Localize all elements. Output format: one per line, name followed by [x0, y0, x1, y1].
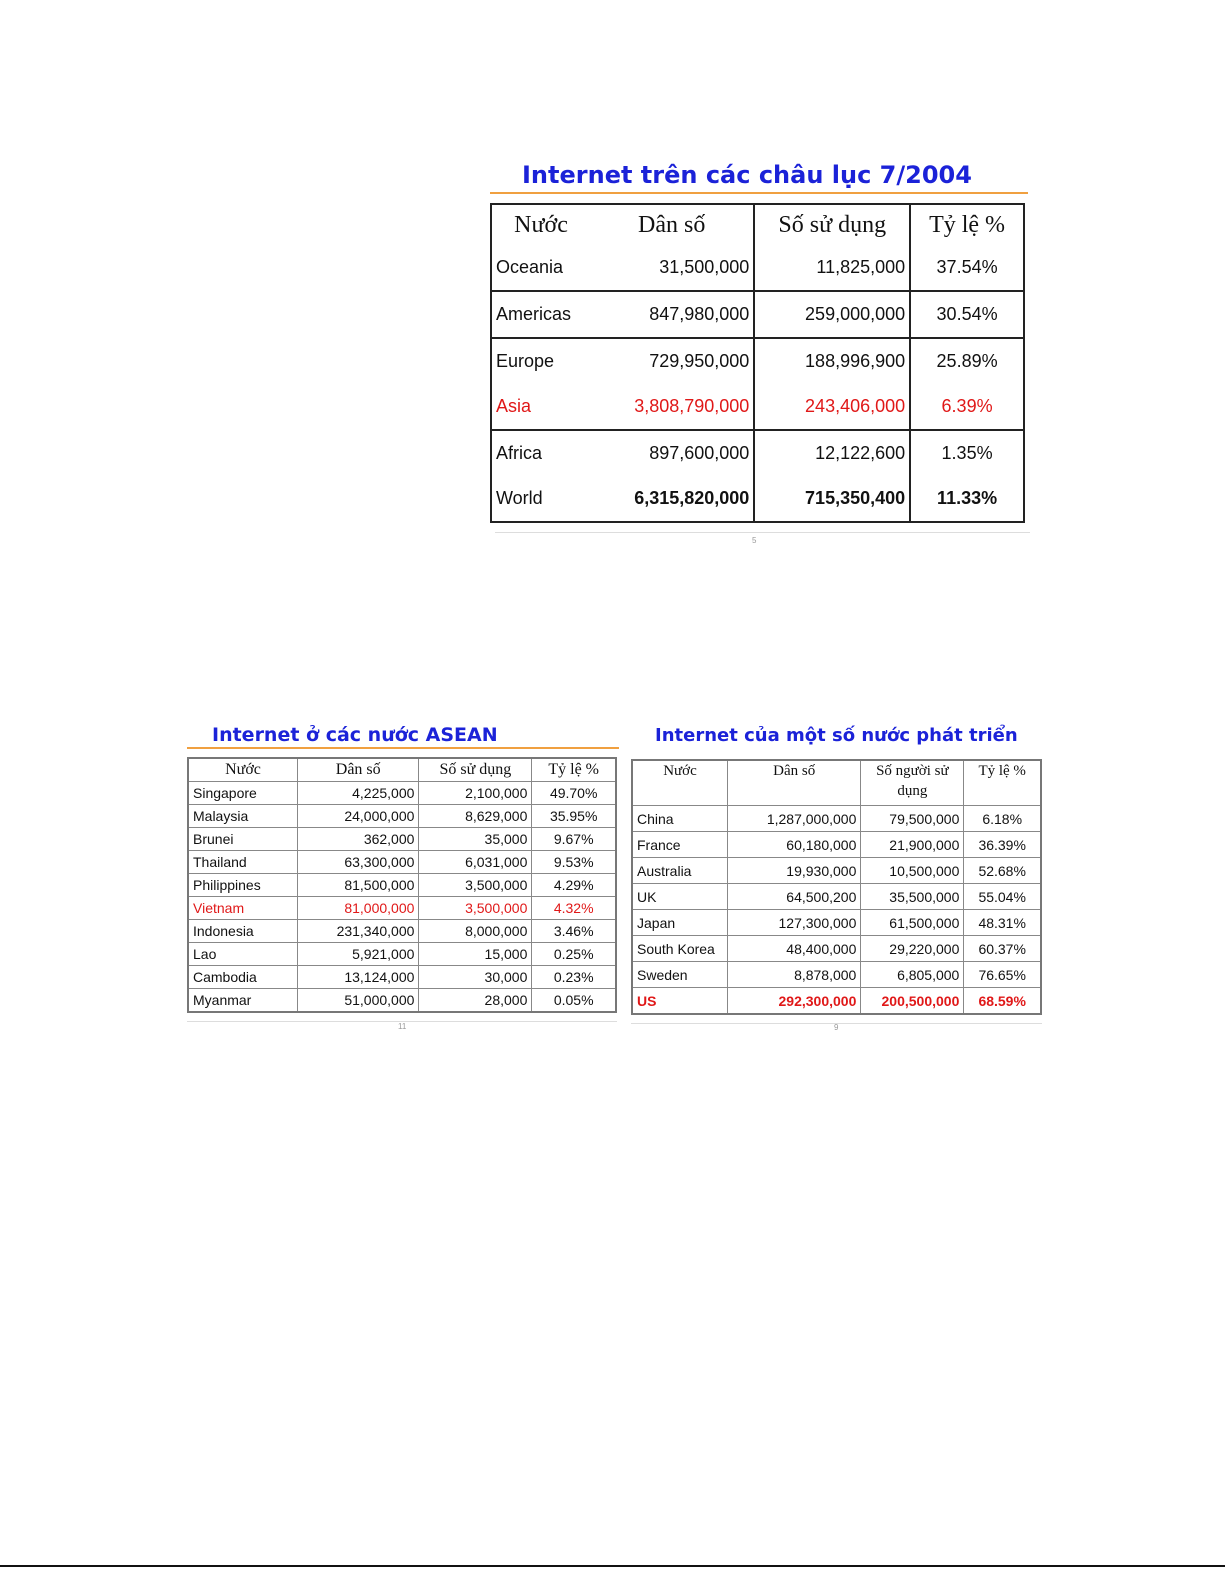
rate-cell: 36.39% [964, 832, 1041, 858]
population-cell: 897,600,000 [649, 443, 750, 463]
table-row [632, 936, 1041, 962]
table-row [632, 832, 1041, 858]
rate-cell: 1.35% [910, 430, 1024, 476]
rate-cell: 49.70% [532, 782, 616, 805]
rate-cell: 0.25% [532, 943, 616, 966]
developed-title: Internet của một số nước phát triển [655, 725, 1018, 746]
table-header-row [632, 760, 1041, 806]
population-cell: 48,400,000 [728, 936, 861, 962]
table-row [491, 291, 1024, 338]
users-cell: 243,406,000 [754, 384, 910, 430]
country-cell: Australia [632, 858, 728, 884]
users-cell: 8,629,000 [419, 805, 532, 828]
population-cell: 729,950,000 [649, 351, 750, 371]
population-cell: 6,315,820,000 [634, 488, 750, 508]
population-cell: 1,287,000,000 [728, 806, 861, 832]
title-underline [187, 747, 619, 749]
header-country: Nước [514, 211, 568, 238]
table-row [491, 476, 1024, 522]
table-row [632, 858, 1041, 884]
slide-page-number: 9 [834, 1023, 839, 1032]
country-cell: World [496, 488, 543, 508]
rate-cell: 37.54% [910, 245, 1024, 291]
country-cell: Brunei [188, 828, 298, 851]
rate-cell: 9.67% [532, 828, 616, 851]
table-row [632, 910, 1041, 936]
rate-cell: 55.04% [964, 884, 1041, 910]
table-row [632, 806, 1041, 832]
header-rate: Tỷ lệ % [532, 758, 616, 782]
rate-cell: 76.65% [964, 962, 1041, 988]
country-cell: Thailand [188, 851, 298, 874]
table-row [188, 851, 616, 874]
header-rate: Tỷ lệ % [964, 760, 1041, 806]
population-cell: 64,500,200 [728, 884, 861, 910]
population-cell: 362,000 [298, 828, 419, 851]
header-population: Dân số [298, 758, 419, 782]
asean-title: Internet ở các nước ASEAN [212, 724, 498, 746]
table-row [188, 920, 616, 943]
country-cell: Oceania [491, 245, 590, 291]
users-cell: 28,000 [419, 989, 532, 1013]
continents-table [490, 203, 1025, 523]
table-row [632, 962, 1041, 988]
table-row [188, 782, 616, 805]
users-cell: 35,500,000 [861, 884, 964, 910]
rate-cell: 0.23% [532, 966, 616, 989]
table-row [491, 338, 1024, 384]
rate-cell: 4.29% [532, 874, 616, 897]
rate-cell: 9.53% [532, 851, 616, 874]
table-row [188, 805, 616, 828]
country-cell: UK [632, 884, 728, 910]
rate-cell: 52.68% [964, 858, 1041, 884]
population-cell: 81,000,000 [298, 897, 419, 920]
table-row [632, 884, 1041, 910]
population-cell: 13,124,000 [298, 966, 419, 989]
users-cell: 8,000,000 [419, 920, 532, 943]
table-row [188, 897, 616, 920]
rate-cell: 48.31% [964, 910, 1041, 936]
population-cell: 127,300,000 [728, 910, 861, 936]
population-cell: 19,930,000 [728, 858, 861, 884]
users-cell: 35,000 [419, 828, 532, 851]
rate-cell: 35.95% [532, 805, 616, 828]
country-cell: Singapore [188, 782, 298, 805]
users-cell: 30,000 [419, 966, 532, 989]
population-cell: 231,340,000 [298, 920, 419, 943]
population-cell: 847,980,000 [590, 291, 754, 338]
header-population: Dân số [728, 760, 861, 806]
table-row [491, 384, 1024, 430]
rate-cell: 11.33% [910, 476, 1024, 522]
table-row [188, 874, 616, 897]
users-cell: 12,122,600 [754, 430, 910, 476]
users-cell: 61,500,000 [861, 910, 964, 936]
population-cell: 60,180,000 [728, 832, 861, 858]
rate-cell: 60.37% [964, 936, 1041, 962]
population-cell: 31,500,000 [590, 245, 754, 291]
users-cell: 6,805,000 [861, 962, 964, 988]
asean-table [187, 757, 617, 1013]
country-cell: France [632, 832, 728, 858]
header-users: Số người sử dụng [861, 760, 964, 806]
users-cell: 259,000,000 [754, 291, 910, 338]
country-cell: Africa [496, 443, 543, 463]
country-cell: Americas [491, 291, 590, 338]
continents-title: Internet trên các châu lục 7/2004 [522, 161, 972, 189]
country-cell: Lao [188, 943, 298, 966]
rate-cell: 3.46% [532, 920, 616, 943]
country-cell: Vietnam [188, 897, 298, 920]
users-cell: 15,000 [419, 943, 532, 966]
population-cell: 63,300,000 [298, 851, 419, 874]
table-row [188, 943, 616, 966]
country-cell: US [632, 988, 728, 1015]
slide-footer [495, 532, 1030, 533]
header-country: Nước [632, 760, 728, 806]
country-cell: Europe [496, 351, 555, 371]
table-header-row [491, 204, 1024, 245]
users-cell: 715,350,400 [754, 476, 910, 522]
users-cell: 3,500,000 [419, 897, 532, 920]
country-cell: Myanmar [188, 989, 298, 1013]
country-cell: Japan [632, 910, 728, 936]
rate-cell: 25.89% [910, 338, 1024, 384]
country-cell: Philippines [188, 874, 298, 897]
users-cell: 2,100,000 [419, 782, 532, 805]
population-cell: 51,000,000 [298, 989, 419, 1013]
table-row [188, 828, 616, 851]
rate-cell: 4.32% [532, 897, 616, 920]
population-cell: 24,000,000 [298, 805, 419, 828]
rate-cell: 6.39% [910, 384, 1024, 430]
table-header-row [188, 758, 616, 782]
header-population: Dân số [638, 211, 706, 238]
slide-page-number: 11 [398, 1022, 407, 1031]
country-cell: South Korea [632, 936, 728, 962]
users-cell: 11,825,000 [754, 245, 910, 291]
users-cell: 3,500,000 [419, 874, 532, 897]
population-cell: 8,878,000 [728, 962, 861, 988]
population-cell: 5,921,000 [298, 943, 419, 966]
developed-table [631, 759, 1042, 1015]
table-row [188, 966, 616, 989]
page-bottom-border [0, 1565, 1225, 1567]
table-row [188, 989, 616, 1013]
population-cell: 4,225,000 [298, 782, 419, 805]
header-country: Nước [188, 758, 298, 782]
population-cell: 81,500,000 [298, 874, 419, 897]
users-cell: 21,900,000 [861, 832, 964, 858]
country-cell: Asia [491, 384, 590, 430]
country-cell: China [632, 806, 728, 832]
rate-cell: 30.54% [910, 291, 1024, 338]
header-users: Số sử dụng [419, 758, 532, 782]
users-cell: 79,500,000 [861, 806, 964, 832]
country-cell: Cambodia [188, 966, 298, 989]
title-underline [490, 192, 1028, 194]
header-users: Số sử dụng [754, 204, 910, 245]
country-cell: Sweden [632, 962, 728, 988]
header-rate: Tỷ lệ % [910, 204, 1024, 245]
population-cell: 292,300,000 [728, 988, 861, 1015]
table-row [491, 430, 1024, 476]
country-cell: Malaysia [188, 805, 298, 828]
rate-cell: 0.05% [532, 989, 616, 1013]
rate-cell: 6.18% [964, 806, 1041, 832]
population-cell: 3,808,790,000 [590, 384, 754, 430]
rate-cell: 68.59% [964, 988, 1041, 1015]
users-cell: 200,500,000 [861, 988, 964, 1015]
users-cell: 188,996,900 [754, 338, 910, 384]
users-cell: 6,031,000 [419, 851, 532, 874]
table-row [632, 988, 1041, 1015]
table-row [491, 245, 1024, 291]
slide-page-number: 5 [752, 536, 757, 545]
users-cell: 29,220,000 [861, 936, 964, 962]
country-cell: Indonesia [188, 920, 298, 943]
users-cell: 10,500,000 [861, 858, 964, 884]
